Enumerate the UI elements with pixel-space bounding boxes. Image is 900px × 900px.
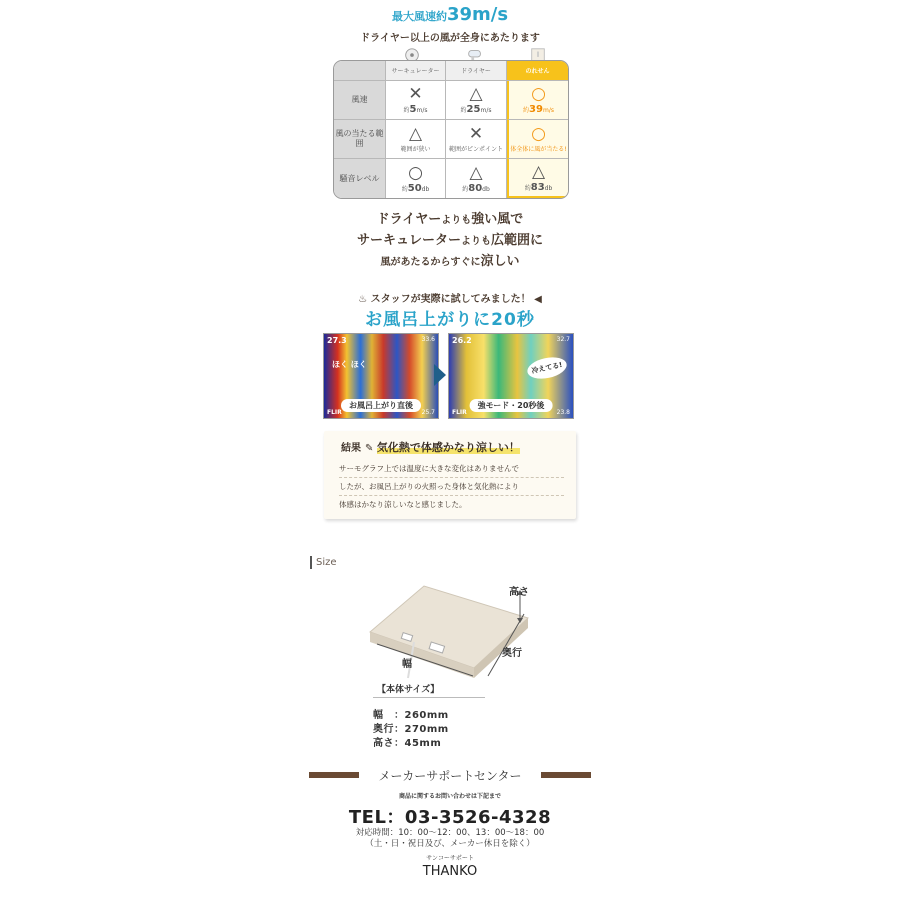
table-cell-highlight: △ 約83db: [507, 159, 568, 198]
height-label: 高さ: [509, 587, 529, 598]
width-label: 幅: [402, 659, 412, 670]
table-cell: ○ 約50db: [386, 159, 446, 198]
table-cell-highlight: ○ 体全体に風が当たる!: [507, 120, 568, 159]
support-hours: 対応時間：10：00〜12：00、13：00〜18：00 （土・日・祝日及び、メーカー休日を除く）: [355, 828, 545, 849]
benefit-text: ドライヤーよりも強い風で サーキュレーターよりも広範囲に 風があたるからすぐに涼しい: [356, 212, 544, 269]
support-phone[interactable]: TEL：03-3526-4328: [348, 807, 552, 828]
headline-prefix: 最大風速約: [391, 10, 447, 23]
result-line: 体感はかなり涼しいなと感じました。: [339, 500, 467, 509]
after-caption: 強モード・20秒後: [470, 399, 553, 412]
headline-subtitle: ドライヤー以上の風が全身にあたります: [360, 33, 540, 44]
support-note: 商品に関するお問い合わせは下記まで: [398, 793, 501, 800]
staff-test-lead: ♨ スタッフが実際に試してみました！ ◀︎: [358, 294, 542, 305]
support-title: メーカーサポートセンター: [378, 769, 522, 783]
triangle-mark: △: [469, 162, 483, 183]
spec-width: 幅 ：260mm: [373, 710, 449, 721]
triangle-mark: △: [531, 161, 546, 182]
table-cell: △ 範囲が狭い: [386, 120, 446, 159]
spec-depth: 奥行：270mm: [373, 724, 449, 735]
triangle-mark: △: [469, 84, 483, 104]
column-header: サーキュレーター: [386, 61, 446, 81]
column-header-highlight: のれせん: [507, 61, 568, 81]
depth-label: 奥行: [502, 648, 522, 659]
product-page: [300, 0, 600, 900]
table-cell-highlight: ○ 約39m/s: [507, 81, 568, 120]
brand-name: THANKO: [422, 864, 478, 879]
megaphone-icon: ◀︎: [530, 294, 542, 305]
table-cell: △ 約25m/s: [446, 81, 507, 120]
cross-mark: ✕: [408, 84, 423, 104]
before-caption: お風呂上がり直後: [341, 399, 421, 412]
circle-mark: ○: [531, 84, 546, 104]
table-corner: [334, 61, 386, 81]
brand-subtitle: サンコーサポート: [426, 855, 474, 862]
column-header: ドライヤー: [446, 61, 507, 81]
result-line: したが、お風呂上がりの火照った身体と気化熱により: [339, 481, 564, 496]
spec-height: 高さ：45mm: [373, 738, 442, 749]
cross-mark: ✕: [468, 124, 484, 144]
triangle-mark: △: [408, 124, 423, 144]
headline-value: 39m/s: [446, 4, 509, 25]
thermography-after: 26.2 32.7 冷えてる! FLIR 23.8 強モード・20秒後: [448, 333, 574, 419]
spec-title: 【本体サイズ】: [377, 685, 440, 695]
circle-mark: ○: [408, 162, 423, 183]
staff-test-title: お風呂上がりに20秒: [365, 310, 535, 330]
result-label: 結果: [341, 443, 361, 454]
arrow-right-icon: [434, 364, 446, 386]
row-header: 風の当たる範囲: [334, 120, 386, 159]
table-cell: ✕ 範囲がピンポイント: [446, 120, 507, 159]
size-section-label: Size: [310, 556, 337, 569]
circle-mark: ○: [531, 124, 546, 144]
width-arrow: [375, 640, 475, 680]
hot-spring-icon: ♨: [358, 294, 371, 305]
result-box: [324, 431, 576, 519]
result-line: サーモグラフ上では温度に大きな変化はありませんで: [339, 463, 564, 478]
table-cell: ✕ 約5m/s: [386, 81, 446, 120]
row-header: 騒音レベル: [334, 159, 386, 198]
max-wind-headline: [300, 4, 600, 25]
spec-divider: [373, 697, 485, 698]
thermography-before: 27.3 33.6 ほく ほく FLIR 25.7 お風呂上がり直後: [323, 333, 439, 419]
table-cell: △ 約80db: [446, 159, 507, 198]
pencil-icon: ✎: [365, 443, 377, 454]
comparison-table: [333, 47, 569, 199]
result-headline: 気化熱で体感かなり涼しい！: [376, 441, 520, 454]
row-header: 風速: [334, 81, 386, 120]
